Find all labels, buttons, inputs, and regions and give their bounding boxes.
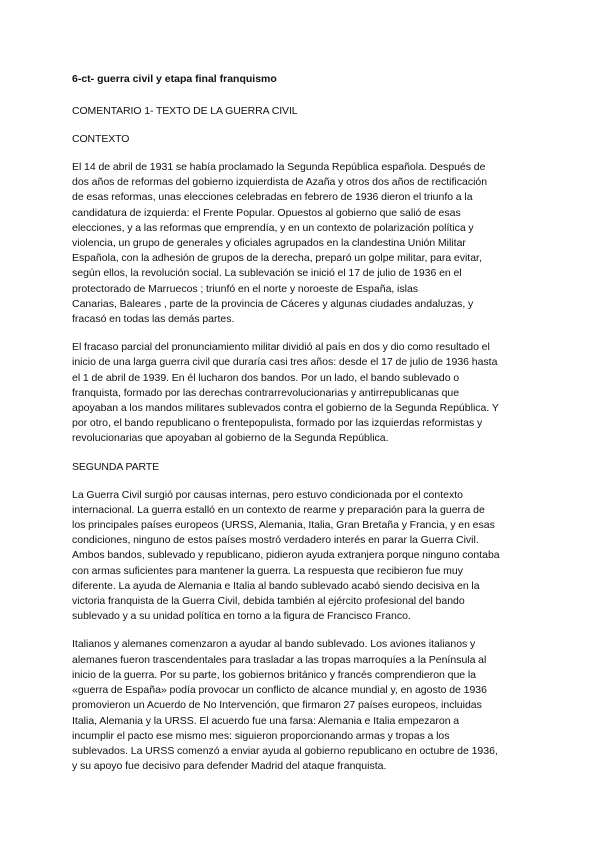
text-line: alemanes fueron trascendentales para trasladar a las tropas marroquíes a la Península al — [72, 653, 487, 666]
document-title: 6-ct- guerra civil y etapa final franquismo — [72, 73, 277, 85]
paragraph — [72, 160, 530, 327]
text-line: revolucionarias que apoyaban al gobierno de la Segunda República. — [72, 432, 389, 445]
text-line: Ambos bandos, sublevado y republicano, pidieron ayuda extranjera porque ninguno contaba — [72, 549, 500, 562]
context-body — [72, 160, 530, 447]
text-line: con armas suficientes para mantener la guerra. La respuesta que recibieron fue muy — [72, 564, 463, 577]
text-line: sublevado y a su unidad política en torno a la figura de Francisco Franco. — [72, 610, 411, 623]
text-line: condiciones, ninguno de estos países mostró verdadero interés en parar la Guerra Civil. — [72, 534, 479, 547]
paragraph — [72, 340, 530, 446]
text-line: candidatura de izquierda: el Frente Popular. Opuestos al gobierno que salió de esas — [72, 206, 461, 219]
second-part-body — [72, 488, 530, 775]
text-line: «guerra de España» podía provocar un conflicto de alcance mundial y, en agosto de 1936 — [72, 684, 487, 697]
text-line: franquista, formado por las derechas contrarrevolucionarias y antirrepublicanas que — [72, 386, 460, 399]
text-line: El fracaso parcial del pronunciamiento militar dividió al país en dos y dio como resultado el — [72, 341, 490, 354]
text-line: el 1 de abril de 1939. En él lucharon dos bandos. Por un lado, el bando sublevado o — [72, 371, 460, 384]
text-line: incumplir el pacto ese mismo mes: siguieron proporcionando armas y tropas a los — [72, 729, 450, 742]
text-line: Italianos y alemanes comenzaron a ayudar al bando sublevado. Los aviones italianos y — [72, 638, 476, 651]
text-line: los principales países europeos (URSS, Alemania, Italia, Gran Bretaña y Francia, y en esas — [72, 519, 495, 532]
paragraph — [72, 488, 530, 625]
text-line: Canarias, Baleares , parte de la provincia de Cáceres y algunas ciudades andaluzas, y — [72, 297, 474, 310]
text-line: inicio de una larga guerra civil que duraría casi tres años: desde el 17 de julio de 1936 hasta — [72, 356, 498, 369]
text-line: y su apoyo fue decisivo para defender Madrid del ataque franquista. — [72, 760, 387, 773]
text-line: por otro, el bando republicano o frentepopulista, formado por las izquierdas reformistas y — [72, 417, 483, 430]
text-line: según ellos, la revolución social. La sublevación se inició el 17 de julio de 1936 en el — [72, 267, 462, 280]
text-line: internacional. La guerra estalló en un contexto de rearme y preparación para la guerra de — [72, 503, 485, 516]
paragraph — [72, 637, 530, 774]
text-line: protectorado de Marruecos ; triunfó en el norte y noroeste de España, islas — [72, 282, 419, 295]
text-line: fracasó en todas las demás partes. — [72, 313, 235, 326]
text-line: de esas reformas, unas elecciones celebradas en febrero de 1936 dieron el triunfo a la — [72, 191, 473, 204]
text-line: promovieron un Acuerdo de No Intervención, que firmaron 27 países europeos, incluidas — [72, 699, 482, 712]
text-line: elecciones, y a las reformas que emprendía, y en un contexto de polarización política y — [72, 221, 474, 234]
text-line: El 14 de abril de 1931 se había proclamado la Segunda República española. Después de — [72, 161, 486, 173]
second-part-heading: SEGUNDA PARTE — [72, 460, 160, 473]
text-line: inicio de la guerra. Por su parte, los gobiernos británico y francés comprendieron que la — [72, 668, 477, 681]
context-heading: CONTEXTO — [72, 133, 130, 145]
text-line: La Guerra Civil surgió por causas internas, pero estuvo condicionada por el contexto — [72, 488, 463, 501]
text-line: dos años de reformas del gobierno izquierdista de Azaña y otros dos años de rectificación — [72, 176, 488, 189]
text-line: victoria franquista de la Guerra Civil, debida también al ejército profesional del bando — [72, 595, 465, 608]
text-line: Italia, Alemania y la URSS. El acuerdo fue una farsa: Alemania e Italia empezaron a — [72, 714, 460, 727]
text-line: Española, con la adhesión de grupos de la derecha, preparó un golpe militar, para evitar, — [72, 252, 482, 265]
section-heading: COMENTARIO 1- TEXTO DE LA GUERRA CIVIL — [72, 105, 298, 117]
text-line: apoyaban a los mandos militares sublevados contra el gobierno de la Segunda República. Y — [72, 402, 499, 415]
text-line: violencia, un grupo de generales y oficiales agrupados en la clandestina Unión Militar — [72, 237, 466, 250]
text-line: sublevados. La URSS comenzó a enviar ayuda al gobierno republicano en octubre de 1936, — [72, 744, 498, 757]
text-line: diferente. La ayuda de Alemania e Italia al bando sublevado acabó siendo decisiva en la — [72, 579, 480, 592]
